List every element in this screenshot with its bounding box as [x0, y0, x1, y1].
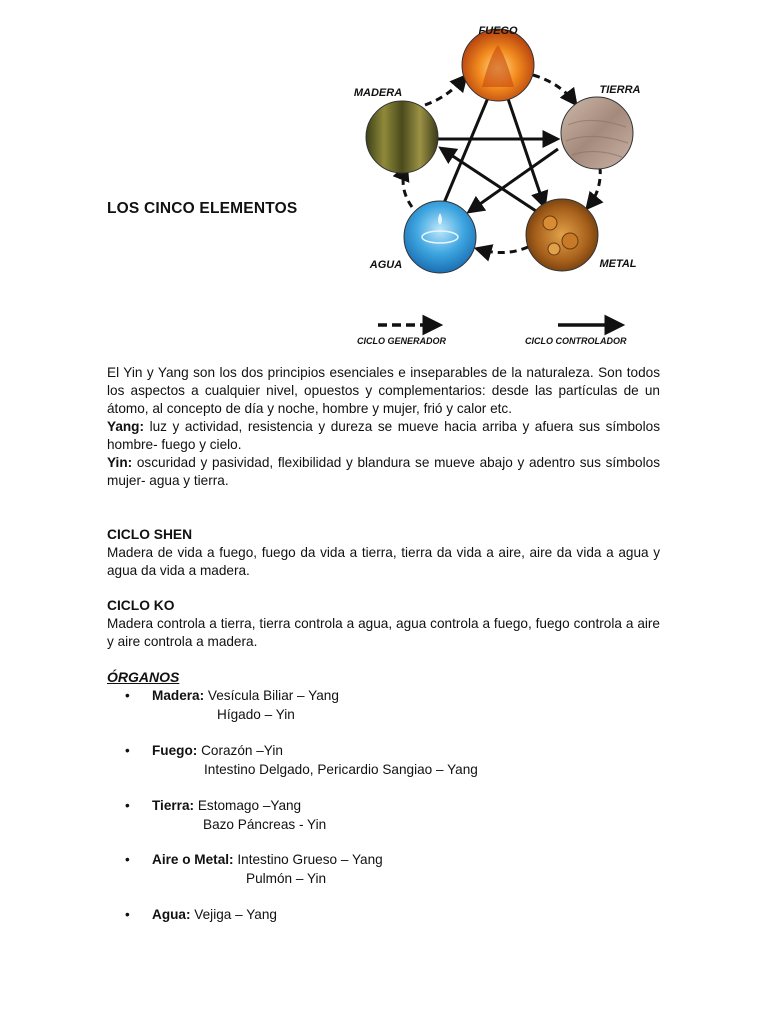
bullet: • [125, 852, 130, 867]
organ-label: Fuego: [152, 743, 198, 758]
organ-line1: Estomago –Yang [194, 798, 302, 813]
organos-heading: ÓRGANOS [107, 669, 180, 685]
organ-line2: Bazo Páncreas - Yin [203, 816, 327, 832]
madera-element [354, 87, 438, 173]
shen-section [107, 526, 660, 580]
yin-paragraph [107, 454, 660, 490]
bullet: • [125, 907, 130, 922]
madera-label: MADERA [353, 87, 403, 99]
organ-label: Tierra: [152, 798, 195, 813]
yang-label: Yang: [107, 419, 145, 434]
bullet: • [125, 688, 130, 703]
metal-element [526, 199, 637, 271]
organos-section [107, 668, 660, 686]
organ-line2: Pulmón – Yin [246, 870, 327, 886]
ko-section [107, 597, 660, 651]
organ-line1: Vesícula Biliar – Yang [204, 688, 339, 703]
agua-element [369, 201, 476, 273]
organ-line1: Intestino Grueso – Yang [233, 852, 383, 867]
yin-label: Yin: [107, 455, 133, 470]
tierra-element [561, 84, 641, 169]
fuego-element [462, 25, 534, 101]
organ-line1: Vejiga – Yang [190, 907, 277, 922]
metal-label: METAL [599, 258, 637, 270]
page-title: LOS CINCO ELEMENTOS [107, 200, 298, 217]
controller-legend-label: CICLO CONTROLADOR [525, 336, 627, 346]
organ-label: Madera: [152, 688, 205, 703]
five-elements-diagram [330, 15, 660, 355]
organ-line2: Intestino Delgado, Pericardio Sangiao – Yang [204, 761, 478, 777]
bullet: • [125, 798, 130, 813]
fuego-label: FUEGO [478, 25, 518, 37]
organ-line1: Corazón –Yin [197, 743, 283, 758]
bullet: • [125, 743, 130, 758]
yin-text: oscuridad y pasividad, flexibilidad y blandura se mueve abajo y adentro sus símbolos mujer- agua y tierra. [107, 455, 660, 488]
shen-text: Madera de vida a fuego, fuego da vida a tierra, tierra da vida a aire, aire da vida a agua y agua da vida a madera. [107, 545, 660, 578]
shen-heading: CICLO SHEN [107, 527, 193, 542]
intro-paragraph: El Yin y Yang son los dos principios esenciales e inseparables de la naturaleza. Son todos los aspectos a cualquier nivel, opuestos y complementarios: desde las partículas de un átomo, al concepto de día y noche, hombre y mujer, frió y calor etc. [107, 365, 660, 416]
agua-label: AGUA [369, 259, 403, 271]
intro-section [107, 364, 660, 490]
tierra-label: TIERRA [599, 84, 641, 96]
ko-heading: CICLO KO [107, 598, 175, 613]
organ-line2: Hígado – Yin [217, 706, 295, 722]
organ-label: Aire o Metal: [152, 852, 234, 867]
organ-label: Agua: [152, 907, 191, 922]
generator-legend-label: CICLO GENERADOR [357, 336, 447, 346]
yang-text: luz y actividad, resistencia y dureza se mueve hacia arriba y afuera sus símbolos hombre- fuego y cielo. [107, 419, 660, 452]
yang-paragraph [107, 418, 660, 454]
legend [357, 325, 627, 346]
ko-text: Madera controla a tierra, tierra controla a agua, agua controla a fuego, fuego controla a aire y aire controla a madera. [107, 616, 660, 649]
